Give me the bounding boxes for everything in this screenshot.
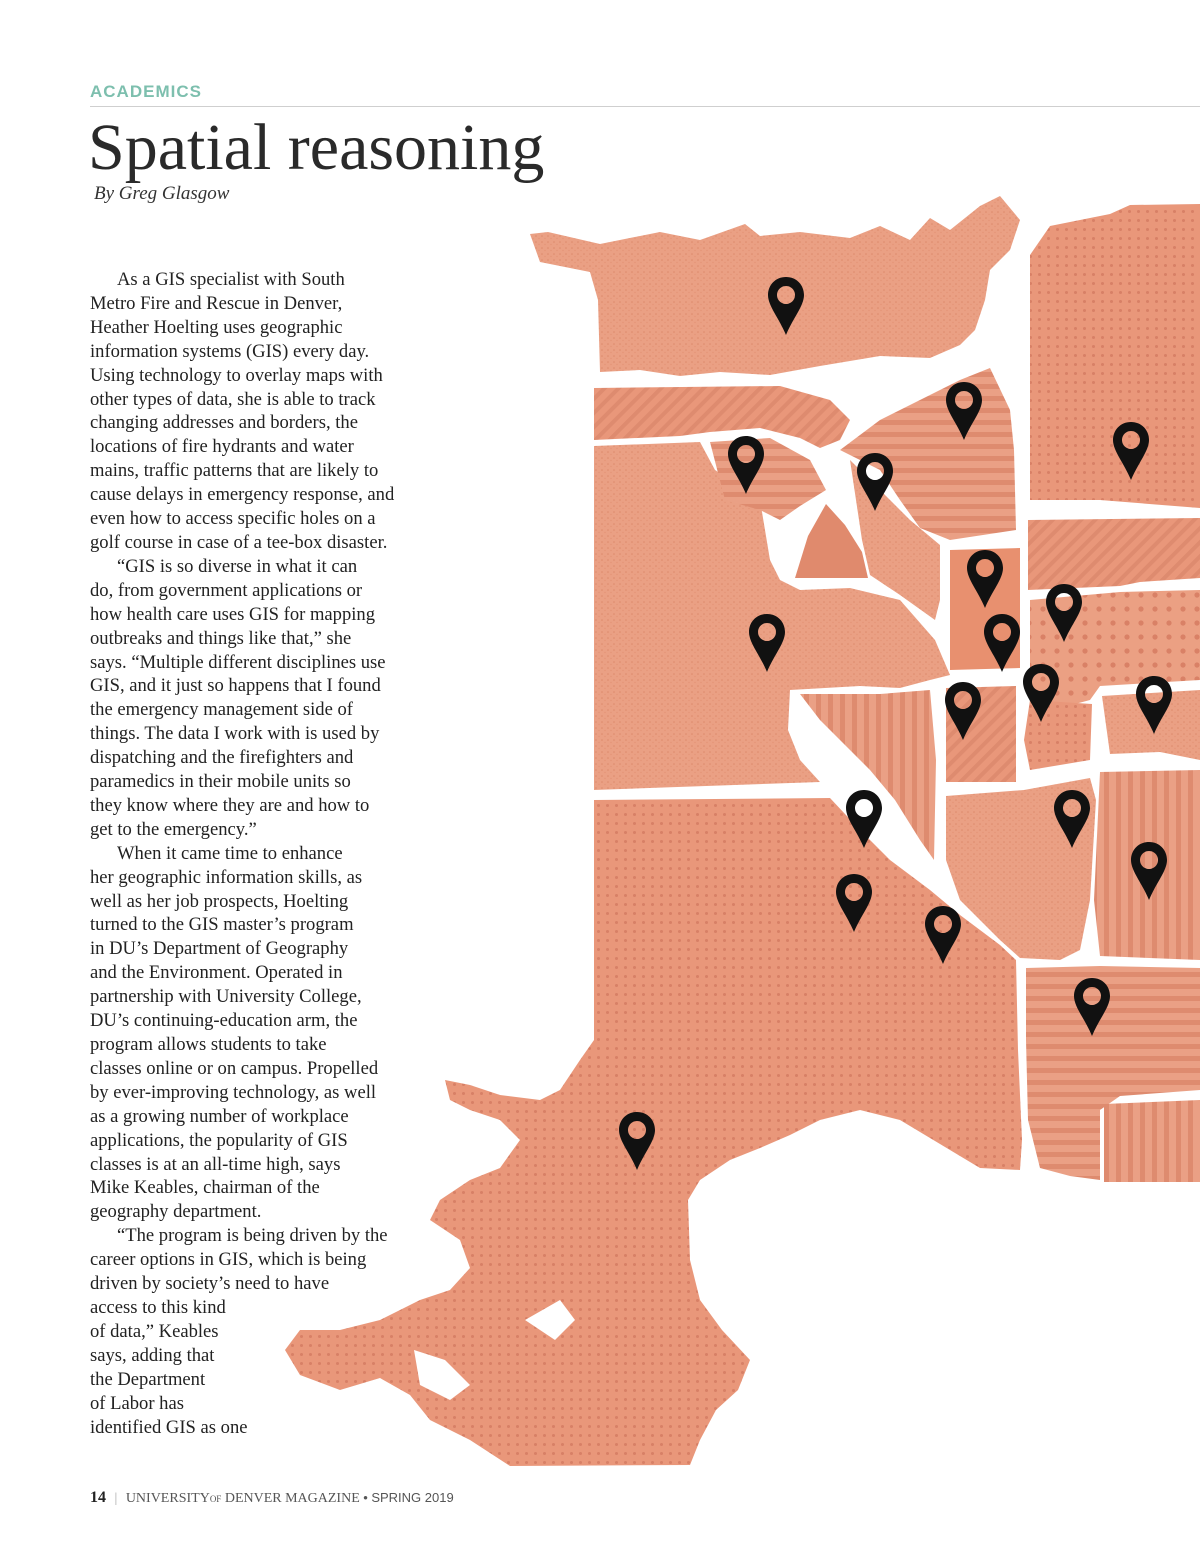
article-line: of Labor has: [90, 1392, 184, 1414]
article-line: outbreaks and things like that,” she: [90, 627, 352, 649]
article-line: get to the emergency.”: [90, 818, 257, 840]
article-line: even how to access specific holes on a: [90, 508, 376, 530]
article-line: her geographic information skills, as: [90, 866, 363, 888]
article-line: in DU’s Department of Geography: [90, 938, 349, 960]
article-line: and the Environment. Operated in: [90, 962, 343, 984]
article-line: changing addresses and borders, the: [90, 412, 358, 434]
article-line: Using technology to overlay maps with: [90, 364, 383, 386]
article-line: Mike Keables, chairman of the: [90, 1177, 320, 1199]
article-line: geography department.: [90, 1201, 262, 1223]
page-number: 14: [90, 1489, 106, 1506]
article-line: access to this kind: [90, 1296, 226, 1318]
section-label: ACADEMICS: [90, 82, 202, 101]
article-line: “GIS is so diverse in what it can: [117, 555, 358, 577]
article-byline: By Greg Glasgow: [94, 183, 230, 204]
article-line: When it came time to enhance: [117, 842, 343, 864]
article-line: career options in GIS, which is being: [90, 1249, 367, 1271]
map-region: [594, 386, 850, 448]
article-line: other types of data, she is able to track: [90, 388, 376, 410]
map-region: [1024, 700, 1092, 770]
article-line: dispatching and the firefighters and: [90, 747, 354, 769]
article-line: things. The data I work with is used by: [90, 723, 380, 745]
article-line: well as her job prospects, Hoelting: [90, 890, 349, 912]
article-line: cause delays in emergency response, and: [90, 484, 395, 506]
article-line: classes online or on campus. Propelled: [90, 1057, 379, 1079]
article-line: GIS, and it just so happens that I found: [90, 675, 381, 697]
article-line: says. “Multiple different disciplines use: [90, 651, 386, 673]
article-line: do, from government applications or: [90, 579, 363, 601]
article-line: locations of fire hydrants and water: [90, 436, 354, 458]
map-region: [946, 686, 1016, 782]
footer-bullet: •: [363, 1490, 368, 1505]
article-line: Metro Fire and Rescue in Denver,: [90, 292, 343, 314]
map-region: [1030, 204, 1200, 508]
article-line: Heather Hoelting uses geographic: [90, 316, 343, 338]
article-line: turned to the GIS master’s program: [90, 914, 354, 936]
article-line: partnership with University College,: [90, 986, 362, 1008]
article-line: of data,” Keables: [90, 1320, 219, 1342]
article-line: applications, the popularity of GIS: [90, 1129, 348, 1151]
issue-date: SPRING 2019: [371, 1490, 454, 1505]
article-line: classes is at an all-time high, says: [90, 1153, 341, 1175]
article-line: paramedics in their mobile units so: [90, 771, 351, 793]
article-line: DU’s continuing-education arm, the: [90, 1010, 358, 1032]
article-line: by ever-improving technology, as well: [90, 1081, 377, 1103]
article-line: as a growing number of workplace: [90, 1105, 349, 1127]
map-region: [1028, 518, 1200, 590]
article-line: driven by society’s need to have: [90, 1273, 330, 1295]
article-line: the emergency management side of: [90, 699, 353, 721]
publication-name-rest: DENVER MAGAZINE: [224, 1491, 360, 1506]
article-line: program allows students to take: [90, 1034, 327, 1055]
article-title: Spatial reasoning: [88, 111, 545, 184]
article-line: says, adding that: [90, 1344, 215, 1366]
article-line: information systems (GIS) every day.: [90, 340, 370, 362]
article-body: [90, 268, 394, 1439]
publication-of: OF: [209, 1494, 222, 1504]
map-region: [1104, 1100, 1200, 1182]
article-line: mains, traffic patterns that are likely to: [90, 460, 379, 482]
map-region: [1094, 770, 1200, 960]
article-line: the Department: [90, 1368, 206, 1390]
article-line: how health care uses GIS for mapping: [90, 603, 376, 625]
publication-name: UNIVERSITY: [125, 1491, 210, 1506]
article-line: golf course in case of a tee-box disaster.: [90, 531, 388, 553]
footer-separator: |: [114, 1491, 118, 1506]
article-line: identified GIS as one: [90, 1416, 248, 1438]
article-line: they know where they are and how to: [90, 794, 370, 816]
article-line: “The program is being driven by the: [117, 1225, 388, 1247]
article-line: As a GIS specialist with South: [117, 269, 345, 290]
page-footer: [90, 1489, 454, 1507]
map-region: [795, 504, 868, 578]
